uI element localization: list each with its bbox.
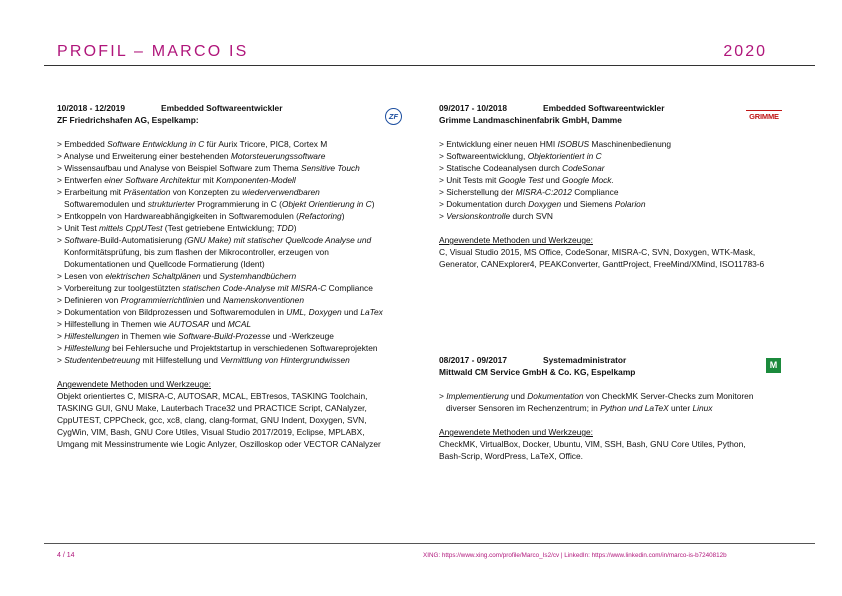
task-line	[57, 234, 402, 246]
task-text: > Embedded	[57, 139, 108, 149]
job-period: 09/2017 - 10/2018	[439, 103, 507, 113]
job-period: 08/2017 - 09/2017	[439, 355, 507, 365]
task-text: >	[439, 391, 447, 401]
task-text: statischen Code-Analyse mit MISRA-C	[182, 283, 327, 293]
task-text: und	[204, 295, 223, 305]
task-text: Studentenbetreuung	[64, 355, 141, 365]
task-text: (Test getriebene Entwicklung;	[162, 223, 277, 233]
task-text: Doxygen	[528, 199, 562, 209]
task-text: Motorsteuerungssoftware	[230, 151, 326, 161]
task-text: (GNU Make)	[184, 235, 232, 245]
task-text: Programmierung in C (	[194, 199, 282, 209]
job-mittwald	[439, 354, 799, 462]
task-text: und	[209, 319, 228, 329]
method-line: CygWin, VIM, Bash, GNU Core Utiles, Visual Studio 2017/2019, Eclipse, MPLABX,	[57, 427, 365, 437]
task-text: Compliance	[571, 187, 619, 197]
task-text: UML, Doxygen	[286, 307, 342, 317]
task-text: > Lesen von	[57, 271, 106, 281]
zf-logo-icon: ZF	[385, 108, 402, 125]
task-line	[57, 294, 402, 306]
task-text: von Konzepten zu	[170, 187, 243, 197]
task-text: ISOBUS	[557, 139, 590, 149]
task-text: > Definieren von	[57, 295, 121, 305]
task-line	[57, 198, 402, 210]
task-line	[439, 210, 799, 222]
method-line: Bash-Scrip, WordPress, LaTeX, Office.	[439, 451, 583, 461]
task-text: > Entwerfen	[57, 175, 105, 185]
job-role: Systemadministrator	[543, 355, 627, 365]
job-period: 10/2018 - 12/2019	[57, 103, 125, 113]
task-text: für Aurix Tricore, PIC8, Cortex M	[204, 139, 328, 149]
method-line: Objekt orientiertes C, MISRA-C, AUTOSAR, MCAL, EBTresos, TASKING Toolchain,	[57, 391, 368, 401]
task-line	[57, 162, 402, 174]
task-line	[439, 150, 799, 162]
task-text: wiederverwendbaren	[242, 187, 320, 197]
task-text: > Hilfestellung in Themen wie	[57, 319, 169, 329]
task-text: Refactoring	[298, 211, 342, 221]
task-text: Objektorientiert in C	[527, 151, 602, 161]
job-header	[439, 354, 799, 366]
task-text: Hilfestellungen	[64, 331, 120, 341]
task-text: Präsentation	[123, 187, 171, 197]
methods-list	[57, 390, 402, 450]
task-text: Systemhandbüchern	[219, 271, 297, 281]
method-line: Umgang mit Messinstrumente wie Logic Anlyzer, Oszilloskop oder VECTOR CANalyzer	[57, 439, 381, 449]
task-text: und Siemens	[561, 199, 615, 209]
job-company: ZF Friedrichshafen AG, Espelkamp:	[57, 115, 199, 125]
task-text: elektrischen Schaltplänen	[105, 271, 201, 281]
task-text: Programmierrichtlinien	[120, 295, 205, 305]
method-line: C, Visual Studio 2015, MS Office, CodeSonar, MISRA-C, SVN, Doxygen, WTK-Mask,	[439, 247, 756, 257]
task-text: Dokumentation	[527, 391, 584, 401]
task-text: durch SVN	[510, 211, 553, 221]
header-divider	[44, 65, 815, 66]
job-role: Embedded Softwareentwickler	[543, 103, 665, 113]
task-text: )	[371, 199, 375, 209]
job-tasks	[439, 390, 799, 414]
task-text: > Wissensaufbau und Analyse von Beispiel Software zum Thema	[57, 163, 302, 173]
task-line	[57, 186, 402, 198]
task-line	[439, 402, 799, 414]
task-text: Software Entwicklung in C	[107, 139, 205, 149]
job-company: Grimme Landmaschinenfabrik GmbH, Damme	[439, 115, 622, 125]
method-line: CheckMK, VirtualBox, Docker, Ubuntu, VIM, SSH, Bash, GNU Core Utiles, Python,	[439, 439, 746, 449]
job-company: Mittwald CM Service GmbH & Co. KG, Espelkamp	[439, 367, 636, 377]
task-text: >	[57, 355, 65, 365]
task-text: Software	[64, 235, 98, 245]
task-line	[57, 342, 402, 354]
task-line	[57, 306, 402, 318]
task-line	[57, 354, 402, 366]
method-line: TASKING GUI, GNU Make, Lauterbach Trace32 und PRACTICE Script, CANalyzer,	[57, 403, 367, 413]
task-text: > Sicherstellung der	[439, 187, 516, 197]
task-text: )	[293, 223, 297, 233]
task-text: >	[57, 235, 65, 245]
task-text: und	[543, 175, 563, 185]
methods-title: Angewendete Methoden und Werkzeuge:	[439, 235, 593, 245]
methods-list	[439, 246, 799, 270]
task-text: > Unit Tests mit	[439, 175, 499, 185]
task-text: >	[439, 211, 447, 221]
task-text: )	[341, 211, 345, 221]
task-text: > Statische Codeanalysen durch	[439, 163, 563, 173]
task-text: > Softwareentwicklung,	[439, 151, 528, 161]
task-text: Implementierung	[446, 391, 509, 401]
task-line	[57, 150, 402, 162]
task-text: AUTOSAR	[168, 319, 210, 329]
task-line	[57, 174, 402, 186]
task-text: bei Fehlersuche und Projektstartup in verschiedenen Softwareprojekten	[109, 343, 378, 353]
footer-page-number: 4 / 14	[57, 552, 75, 559]
task-line	[57, 330, 402, 342]
task-text: > Erarbeitung mit	[57, 187, 124, 197]
task-text: Linux	[692, 403, 713, 413]
task-text: diverser Sensoren im Rechenzentrum; in	[446, 403, 601, 413]
method-line: Generator, CANExplorer4, PEAKConverter, GanttProject, FreeMind/XMind, ISO11783-6	[439, 259, 765, 269]
task-text: einer Software Architektur	[104, 175, 201, 185]
task-text: mit	[200, 175, 217, 185]
task-text: mit Hilfestellung und	[140, 355, 221, 365]
task-text: und -Werkzeuge	[270, 331, 334, 341]
task-text: > Dokumentation durch	[439, 199, 529, 209]
task-text: > Dokumentation von Bildprozessen und Softwaremodulen in	[57, 307, 287, 317]
task-text: Maschinenbedienung	[589, 139, 672, 149]
task-text: strukturierter	[147, 199, 195, 209]
task-line	[57, 138, 402, 150]
task-text: Hilfestellung	[64, 343, 110, 353]
task-text: Objekt Orientierung in C	[281, 199, 372, 209]
task-text: > Unit Test	[57, 223, 99, 233]
task-text: MISRA-C:2012	[515, 187, 572, 197]
task-text: >	[57, 331, 65, 341]
task-line	[57, 258, 402, 270]
footer-profile-links[interactable]: XING: https://www.xing.com/profile/Marco_Is2/cv | LinkedIn: https://www.linkedin.com/in/marco-is-b7240812b	[423, 552, 727, 559]
task-line	[57, 270, 402, 282]
task-text: Vermittlung von Hintergrundwissen	[220, 355, 350, 365]
task-line	[439, 138, 799, 150]
task-text: Compliance	[326, 283, 373, 293]
mittwald-logo-icon: M	[766, 358, 781, 373]
task-text: Dokumentationen und Quellcode Formatierung (Ident)	[64, 259, 265, 269]
task-text: Sensitive Touch	[301, 163, 360, 173]
task-text: > Analyse und Erweiterung einer bestehenden	[57, 151, 231, 161]
task-text: unter	[668, 403, 693, 413]
task-text: Software-Build-Prozesse	[178, 331, 271, 341]
job-tasks	[57, 138, 402, 366]
job-header	[57, 102, 402, 114]
methods-title: Angewendete Methoden und Werkzeuge:	[439, 427, 593, 437]
task-text: > Entkoppeln von Hardwareabhängigkeiten in Softwaremodulen (	[57, 211, 299, 221]
task-text: Polarion	[614, 199, 646, 209]
task-text: in Themen wie	[119, 331, 179, 341]
task-text: Komponenten-Modell	[216, 175, 296, 185]
task-text: und	[508, 391, 528, 401]
task-line	[57, 246, 402, 258]
grimme-logo-icon: GRIMME	[746, 110, 782, 122]
task-text: und	[341, 307, 361, 317]
task-text: CodeSonar	[562, 163, 605, 173]
method-line: CppUTEST, CPPCheck, gcc, xc8, clang, clang-format, GNU Indent, Doxygen, SVN,	[57, 415, 367, 425]
task-text: Versionskontrolle	[446, 211, 511, 221]
task-text: Python und LaTeX	[600, 403, 669, 413]
page-header-title: PROFIL – MARCO IS	[57, 43, 249, 60]
job-zf	[57, 102, 402, 450]
methods-list	[439, 438, 799, 462]
task-line	[439, 174, 799, 186]
task-text: Google Mock.	[562, 175, 614, 185]
job-role: Embedded Softwareentwickler	[161, 103, 283, 113]
task-line	[439, 198, 799, 210]
task-line	[57, 282, 402, 294]
task-text: Softwaremodulen und	[64, 199, 148, 209]
task-text: LaTex	[360, 307, 383, 317]
task-line	[57, 210, 402, 222]
task-line	[57, 318, 402, 330]
task-text: -Build-Automatisierung	[97, 235, 185, 245]
task-text: TDD	[276, 223, 294, 233]
task-line	[439, 390, 799, 402]
task-text: > Vorbereitung zur toolgestützten	[57, 283, 183, 293]
task-text: MCAL	[227, 319, 252, 329]
task-text: > Entwicklung einer neuen HMI	[439, 139, 558, 149]
task-text: Google Test	[498, 175, 544, 185]
task-line	[439, 162, 799, 174]
task-text: Namenskonventionen	[222, 295, 304, 305]
task-text: und	[200, 271, 220, 281]
task-line	[439, 186, 799, 198]
job-header	[439, 102, 799, 114]
task-text: >	[57, 343, 65, 353]
page-header-year: 2020	[723, 43, 767, 60]
footer-divider	[44, 543, 815, 544]
task-text: mit statischer Quellcode Analyse und	[233, 235, 372, 245]
task-line	[57, 222, 402, 234]
methods-title: Angewendete Methoden und Werkzeuge:	[57, 379, 211, 389]
task-text: von CheckMK Server-Checks zum Monitoren	[583, 391, 754, 401]
task-text: Konformitätsprüfung, bis zum flashen der Mikrocontroller, erzeugen von	[64, 247, 329, 257]
job-grimme	[439, 102, 799, 270]
task-text: mittels CppUTest	[98, 223, 163, 233]
job-tasks	[439, 138, 799, 222]
